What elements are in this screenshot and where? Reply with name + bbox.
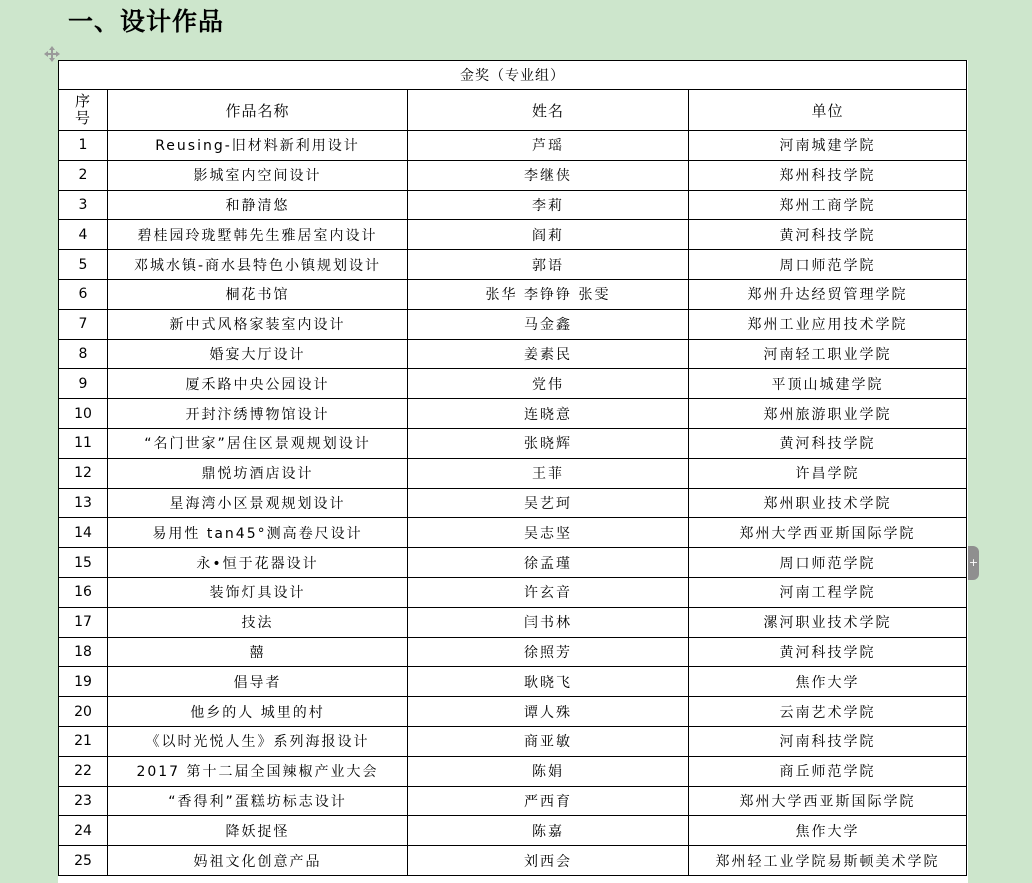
table-row [59, 160, 967, 190]
cell-seq: 24 [59, 816, 108, 846]
cell-title: 厦禾路中央公园设计 [108, 369, 408, 399]
cell-title: 《以时光悦人生》系列海报设计 [108, 726, 408, 756]
cell-unit: 云南艺术学院 [689, 697, 967, 727]
cell-name: 闫书林 [408, 607, 689, 637]
table-row [59, 488, 967, 518]
cell-seq: 6 [59, 279, 108, 309]
table-row [59, 458, 967, 488]
cell-seq: 1 [59, 131, 108, 161]
table-row [59, 339, 967, 369]
cell-unit: 漯河职业技术学院 [689, 607, 967, 637]
table-row [59, 369, 967, 399]
plus-icon: + [968, 556, 979, 569]
table-row [59, 667, 967, 697]
table-row [59, 846, 967, 876]
cell-unit: 郑州工商学院 [689, 190, 967, 220]
cell-name: 耿晓飞 [408, 667, 689, 697]
cell-seq: 7 [59, 309, 108, 339]
document-page [58, 60, 968, 883]
table-row [59, 279, 967, 309]
cell-title: 邓城水镇-商水县特色小镇规划设计 [108, 250, 408, 280]
cell-seq: 2 [59, 160, 108, 190]
cell-unit: 郑州大学西亚斯国际学院 [689, 786, 967, 816]
cell-name: 陈嘉 [408, 816, 689, 846]
cell-unit: 周口师范学院 [689, 250, 967, 280]
cell-title: 鼎悦坊酒店设计 [108, 458, 408, 488]
cell-name: 马金鑫 [408, 309, 689, 339]
cell-seq: 23 [59, 786, 108, 816]
cell-name: 严西育 [408, 786, 689, 816]
cell-seq: 22 [59, 756, 108, 786]
cell-title: 星海湾小区景观规划设计 [108, 488, 408, 518]
cell-seq: 4 [59, 220, 108, 250]
cell-title: 妈祖文化创意产品 [108, 846, 408, 876]
header-title: 作品名称 [108, 90, 408, 131]
cell-unit: 焦作大学 [689, 667, 967, 697]
header-unit: 单位 [689, 90, 967, 131]
cell-name: 李莉 [408, 190, 689, 220]
table-row [59, 518, 967, 548]
cell-title: 倡导者 [108, 667, 408, 697]
cell-unit: 周口师范学院 [689, 548, 967, 578]
cell-title: 碧桂园玲珑墅韩先生雅居室内设计 [108, 220, 408, 250]
cell-title: 装饰灯具设计 [108, 577, 408, 607]
cell-seq: 11 [59, 428, 108, 458]
cell-name: 连晓意 [408, 399, 689, 429]
table-row [59, 190, 967, 220]
table-row [59, 726, 967, 756]
cell-title: 婚宴大厅设计 [108, 339, 408, 369]
cell-seq: 14 [59, 518, 108, 548]
table-row [59, 607, 967, 637]
cell-unit: 河南工程学院 [689, 577, 967, 607]
cell-title: 桐花书馆 [108, 279, 408, 309]
table-header-row [59, 90, 967, 131]
cell-name: 姜素民 [408, 339, 689, 369]
cell-seq: 19 [59, 667, 108, 697]
cell-name: 阎莉 [408, 220, 689, 250]
cell-title: 降妖捉怪 [108, 816, 408, 846]
cell-name: 张华 李铮铮 张雯 [408, 279, 689, 309]
cell-seq: 9 [59, 369, 108, 399]
table-row [59, 577, 967, 607]
table-row [59, 697, 967, 727]
cell-seq: 15 [59, 548, 108, 578]
table-row [59, 220, 967, 250]
header-seq: 序号 [59, 90, 108, 131]
cell-unit: 黄河科技学院 [689, 220, 967, 250]
table-caption-row [59, 61, 967, 90]
cell-title: 易用性 tan45°测高卷尺设计 [108, 518, 408, 548]
side-expand-tab[interactable] [968, 546, 979, 580]
table-row [59, 786, 967, 816]
cell-seq: 8 [59, 339, 108, 369]
cell-seq: 10 [59, 399, 108, 429]
cell-seq: 12 [59, 458, 108, 488]
cell-unit: 郑州升达经贸管理学院 [689, 279, 967, 309]
cell-name: 吴艺珂 [408, 488, 689, 518]
cell-seq: 13 [59, 488, 108, 518]
cell-unit: 郑州大学西亚斯国际学院 [689, 518, 967, 548]
table-row [59, 548, 967, 578]
cell-seq: 16 [59, 577, 108, 607]
cell-unit: 焦作大学 [689, 816, 967, 846]
cell-title: 开封汴绣博物馆设计 [108, 399, 408, 429]
cell-unit: 河南轻工职业学院 [689, 339, 967, 369]
cell-unit: 郑州科技学院 [689, 160, 967, 190]
cell-name: 刘西会 [408, 846, 689, 876]
cell-unit: 郑州职业技术学院 [689, 488, 967, 518]
cell-seq: 5 [59, 250, 108, 280]
award-table [58, 60, 967, 876]
cell-title: 技法 [108, 607, 408, 637]
cell-title: Reusing-旧材料新利用设计 [108, 131, 408, 161]
cell-title: 影城室内空间设计 [108, 160, 408, 190]
table-row [59, 399, 967, 429]
cell-seq: 17 [59, 607, 108, 637]
cell-name: 陈娟 [408, 756, 689, 786]
cell-seq: 20 [59, 697, 108, 727]
cell-unit: 商丘师范学院 [689, 756, 967, 786]
cell-name: 商亚敏 [408, 726, 689, 756]
cell-unit: 河南科技学院 [689, 726, 967, 756]
header-name: 姓名 [408, 90, 689, 131]
cell-unit: 平顶山城建学院 [689, 369, 967, 399]
cell-seq: 3 [59, 190, 108, 220]
cell-title: 他乡的人 城里的村 [108, 697, 408, 727]
table-row [59, 428, 967, 458]
cell-name: 吴志坚 [408, 518, 689, 548]
cell-seq: 21 [59, 726, 108, 756]
cell-seq: 25 [59, 846, 108, 876]
cell-unit: 黄河科技学院 [689, 637, 967, 667]
cell-title: “香得利”蛋糕坊标志设计 [108, 786, 408, 816]
cell-unit: 郑州轻工业学院易斯顿美术学院 [689, 846, 967, 876]
cell-title: 2017 第十二届全国辣椒产业大会 [108, 756, 408, 786]
cell-name: 徐孟瑾 [408, 548, 689, 578]
cell-unit: 郑州工业应用技术学院 [689, 309, 967, 339]
cell-title: 和静清悠 [108, 190, 408, 220]
cell-name: 王菲 [408, 458, 689, 488]
cell-title: 永•恒于花器设计 [108, 548, 408, 578]
cell-name: 李继侠 [408, 160, 689, 190]
table-row [59, 250, 967, 280]
table-row [59, 816, 967, 846]
table-caption: 金奖（专业组） [59, 61, 967, 90]
cell-title: 囍 [108, 637, 408, 667]
cell-name: 芦瑶 [408, 131, 689, 161]
table-row [59, 309, 967, 339]
cell-name: 谭人殊 [408, 697, 689, 727]
cell-name: 徐照芳 [408, 637, 689, 667]
cell-seq: 18 [59, 637, 108, 667]
cell-title: 新中式风格家装室内设计 [108, 309, 408, 339]
cell-name: 党伟 [408, 369, 689, 399]
cell-name: 张晓辉 [408, 428, 689, 458]
cell-unit: 郑州旅游职业学院 [689, 399, 967, 429]
table-row [59, 756, 967, 786]
cell-unit: 河南城建学院 [689, 131, 967, 161]
cell-unit: 黄河科技学院 [689, 428, 967, 458]
table-row [59, 637, 967, 667]
cell-title: “名门世家”居住区景观规划设计 [108, 428, 408, 458]
table-row [59, 131, 967, 161]
cell-name: 郭语 [408, 250, 689, 280]
section-heading: 一、设计作品 [68, 7, 225, 36]
cell-unit: 许昌学院 [689, 458, 967, 488]
cell-name: 许玄音 [408, 577, 689, 607]
